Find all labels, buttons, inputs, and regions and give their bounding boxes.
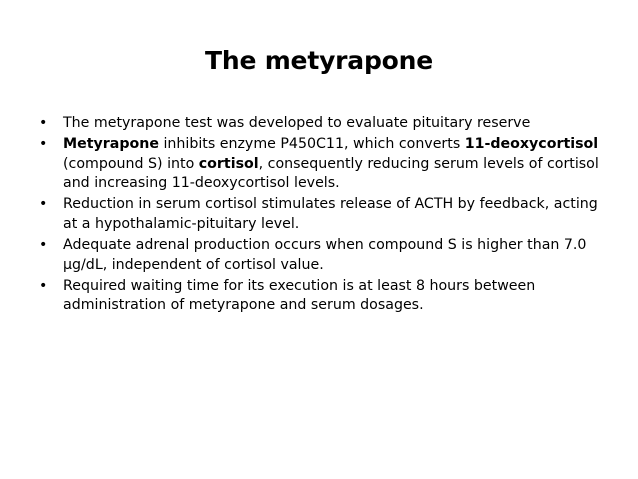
slide-title: The metyrapone xyxy=(205,46,433,75)
bullet-item xyxy=(39,236,609,275)
bullet-item xyxy=(39,114,609,134)
bullet-item xyxy=(39,195,609,234)
bullet-list xyxy=(39,114,609,317)
bullet-text xyxy=(63,115,530,131)
bullet-item xyxy=(39,277,609,316)
bullet-dot-icon: • xyxy=(39,196,48,213)
bullet-text xyxy=(63,196,598,232)
bullet-text xyxy=(63,136,599,191)
bullet-text xyxy=(63,237,586,273)
bullet-item xyxy=(39,135,609,194)
bullet-dot-icon: • xyxy=(39,237,48,254)
bullet-text xyxy=(63,278,535,314)
bullet-dot-icon: • xyxy=(39,277,48,294)
bullet-dot-icon: • xyxy=(39,136,48,153)
bullet-text-run: The metyrapone test was developed to evaluate pituitary reserve xyxy=(63,115,531,131)
bullet-text-run: (compound S) into xyxy=(63,155,199,172)
bullet-text-run: Reduction in serum cortisol stimulates release of ACTH by feedback, acting at a hypothalamic-pituitary level. xyxy=(63,196,598,232)
bullet-text-run: Required waiting time for its execution is at least 8 hours between administration of metyrapone and serum dosages. xyxy=(63,277,536,314)
bold-term: Metyrapone xyxy=(63,136,159,153)
bullet-text-run: Adequate adrenal production occurs when compound S is higher than 7.0 µg/dL, independent of cortisol value. xyxy=(63,237,587,273)
bold-term: cortisol xyxy=(198,155,259,172)
bullet-dot-icon: • xyxy=(39,115,48,131)
bold-term: 11-deoxycortisol xyxy=(464,136,599,153)
bullet-text-run: inhibits enzyme P450C11, which converts xyxy=(158,136,465,153)
bullet-text-run: , consequently reducing serum levels of cortisol and increasing 11-deoxycortisol levels. xyxy=(63,155,599,192)
